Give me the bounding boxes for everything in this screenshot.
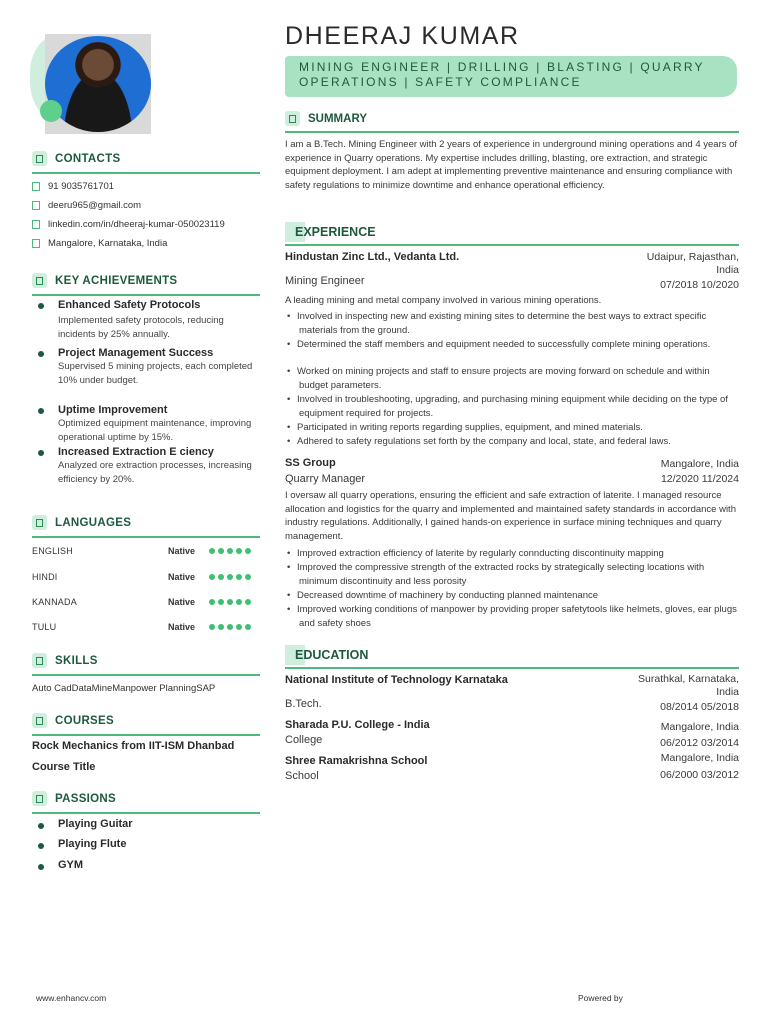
achievement-item: Increased Extraction E ciency Analyzed ore extraction processes, increasing efficiency by 20%. bbox=[38, 446, 258, 486]
divider bbox=[32, 674, 260, 676]
divider bbox=[32, 734, 260, 736]
course-item: Course Title bbox=[32, 761, 96, 773]
divider bbox=[32, 536, 260, 538]
avatar bbox=[45, 36, 151, 132]
profile-photo-area bbox=[30, 28, 160, 138]
contact-email[interactable]: deeru965@gmail.com bbox=[32, 200, 141, 211]
company-name: Hindustan Zinc Ltd., Vedanta Ltd. bbox=[285, 251, 460, 263]
degree: B.Tech. bbox=[285, 698, 322, 710]
courses-icon bbox=[32, 713, 47, 728]
passions-heading: PASSIONS bbox=[32, 791, 116, 806]
achievement-item: Project Management Success Supervised 5 mining projects, each completed 10% under budget. bbox=[38, 347, 258, 387]
email-icon bbox=[32, 201, 40, 210]
education-dates: 08/2014 05/2018 bbox=[660, 701, 739, 713]
achievement-item: Uptime Improvement Optimized equipment maintenance, improving operational uptime by 15%. bbox=[38, 404, 258, 444]
school-name: Sharada P.U. College - India bbox=[285, 719, 430, 731]
divider bbox=[285, 244, 739, 246]
passion-item: Playing Flute bbox=[38, 838, 126, 850]
job-description: A leading mining and metal company involved in various mining operations. bbox=[285, 295, 602, 306]
bullet-icon bbox=[38, 450, 44, 456]
footer-powered-by: Powered by bbox=[578, 993, 623, 1003]
job-location: Udaipur, Rajasthan, India bbox=[646, 251, 739, 276]
job-dates: 07/2018 10/2020 bbox=[660, 279, 739, 291]
decorative-dot bbox=[40, 100, 62, 122]
candidate-name: DHEERAJ KUMAR bbox=[285, 22, 520, 50]
contacts-heading: CONTACTS bbox=[32, 151, 120, 166]
proficiency-dots bbox=[209, 574, 251, 580]
job-bullet: • Worked on mining projects and staff to ensure projects are moving forward on schedule and within budget parameters. bbox=[287, 366, 710, 391]
summary-icon bbox=[285, 111, 300, 126]
job-bullet: • Adhered to safety regulations set forth by the company and local, state, and federal laws. bbox=[287, 436, 671, 447]
contact-location: Mangalore, Karnataka, India bbox=[32, 238, 167, 249]
degree: College bbox=[285, 734, 323, 746]
job-role: Mining Engineer bbox=[285, 275, 365, 287]
proficiency-dots bbox=[209, 548, 251, 554]
achievements-icon bbox=[32, 273, 47, 288]
skills-heading: SKILLS bbox=[32, 653, 98, 668]
phone-icon bbox=[32, 182, 40, 191]
contacts-icon bbox=[32, 151, 47, 166]
job-role: Quarry Manager bbox=[285, 473, 366, 485]
footer-website[interactable]: www.enhancv.com bbox=[36, 993, 107, 1003]
languages-heading: LANGUAGES bbox=[32, 515, 131, 530]
bullet-icon bbox=[38, 823, 44, 829]
proficiency-dots bbox=[209, 599, 251, 605]
school-location: Mangalore, India bbox=[660, 721, 739, 733]
courses-heading: COURSES bbox=[32, 713, 114, 728]
course-item: Rock Mechanics from IIT-ISM Dhanbad bbox=[32, 740, 235, 752]
experience-heading: EXPERIENCE bbox=[285, 222, 386, 242]
linkedin-icon bbox=[32, 220, 40, 229]
bullet-icon bbox=[38, 303, 44, 309]
bullet-icon bbox=[38, 408, 44, 414]
degree: School bbox=[285, 770, 319, 782]
passion-item: Playing Guitar bbox=[38, 818, 133, 830]
summary-text: I am a B.Tech. Mining Engineer with 2 years of experience in underground mining operations and 4 years of experience in Quarry operations. My expertise includes drilling, blasting, ore extraction, and strategic equipment deployment. I am adept at implementing preventive maintenance and ensuring compliance with safety regulations to minimize downtime and enhance operational efficiency. bbox=[285, 139, 738, 192]
summary-heading: SUMMARY bbox=[285, 111, 367, 126]
job-bullet: • Participated in writing reports regarding supplies, equipment, and mined materials. bbox=[287, 422, 643, 433]
divider bbox=[32, 172, 260, 174]
job-bullet: • Improved working conditions of manpower by providing proper safetytools like helmets, gloves, ear plugs and safety shoes bbox=[287, 604, 737, 629]
languages-icon bbox=[32, 515, 47, 530]
job-bullet: • Involved in troubleshooting, upgrading, and purchasing mining equipment while deciding on the type of equipment required for projects. bbox=[287, 394, 728, 419]
divider bbox=[32, 294, 260, 296]
job-bullet: • Involved in inspecting new and existing mining sites to determine the best ways to extract specific materials from the ground. bbox=[287, 311, 707, 336]
contact-phone: 91 9035761701 bbox=[32, 181, 114, 192]
job-bullet: • Improved the compressive strength of the extracted rocks by strategically selecting locations with minimum discontinuity and less porosity bbox=[287, 562, 705, 587]
bullet-icon bbox=[38, 843, 44, 849]
job-dates: 12/2020 11/2024 bbox=[660, 473, 739, 485]
school-name: Shree Ramakrishna School bbox=[285, 755, 428, 767]
achievement-item: Enhanced Safety Protocols Implemented safety protocols, reducing incidents by 25% annually. bbox=[38, 299, 258, 341]
location-icon bbox=[32, 239, 40, 248]
education-dates: 06/2000 03/2012 bbox=[660, 769, 739, 781]
divider bbox=[285, 667, 739, 669]
bullet-icon bbox=[38, 351, 44, 357]
job-bullet: • Improved extraction efficiency of laterite by regularly connducting discontinuity mapping bbox=[287, 548, 664, 559]
job-location: Mangalore, India bbox=[660, 458, 739, 470]
passion-item: GYM bbox=[38, 859, 83, 871]
school-location: Surathkal, Karnataka, India bbox=[638, 673, 739, 698]
job-bullet: • Decreased downtime of machinery by conducting planned maintenance bbox=[287, 590, 599, 601]
contact-linkedin[interactable]: linkedin.com/in/dheeraj-kumar-050023119 bbox=[32, 219, 225, 230]
school-location: Mangalore, India bbox=[660, 752, 739, 764]
job-bullet: • Determined the staff members and equipment needed to successfully complete mining operations. bbox=[287, 339, 711, 350]
school-name: National Institute of Technology Karnataka bbox=[285, 674, 508, 686]
skills-list: Auto CadDataMineManpower PlanningSAP bbox=[32, 683, 216, 694]
company-name: SS Group bbox=[285, 457, 336, 469]
education-dates: 06/2012 03/2014 bbox=[660, 737, 739, 749]
divider bbox=[285, 131, 739, 133]
divider bbox=[32, 812, 260, 814]
skills-icon bbox=[32, 653, 47, 668]
bullet-icon bbox=[38, 864, 44, 870]
headline-banner: MINING ENGINEER | DRILLING | BLASTING | QUARRY OPERATIONS | SAFETY COMPLIANCE bbox=[285, 56, 737, 97]
achievements-heading: KEY ACHIEVEMENTS bbox=[32, 273, 177, 288]
proficiency-dots bbox=[209, 624, 251, 630]
education-heading: EDUCATION bbox=[285, 645, 378, 665]
job-description: I oversaw all quarry operations, ensuring the efficient and safe extraction of laterite. I managed resource allocation and logistics for the quarry and implemented and maintained safety standards in accordance with industry regulations. Additionally, I gained hands-on experience in surface mining techniques and quarry management. bbox=[285, 490, 736, 543]
passions-icon bbox=[32, 791, 47, 806]
